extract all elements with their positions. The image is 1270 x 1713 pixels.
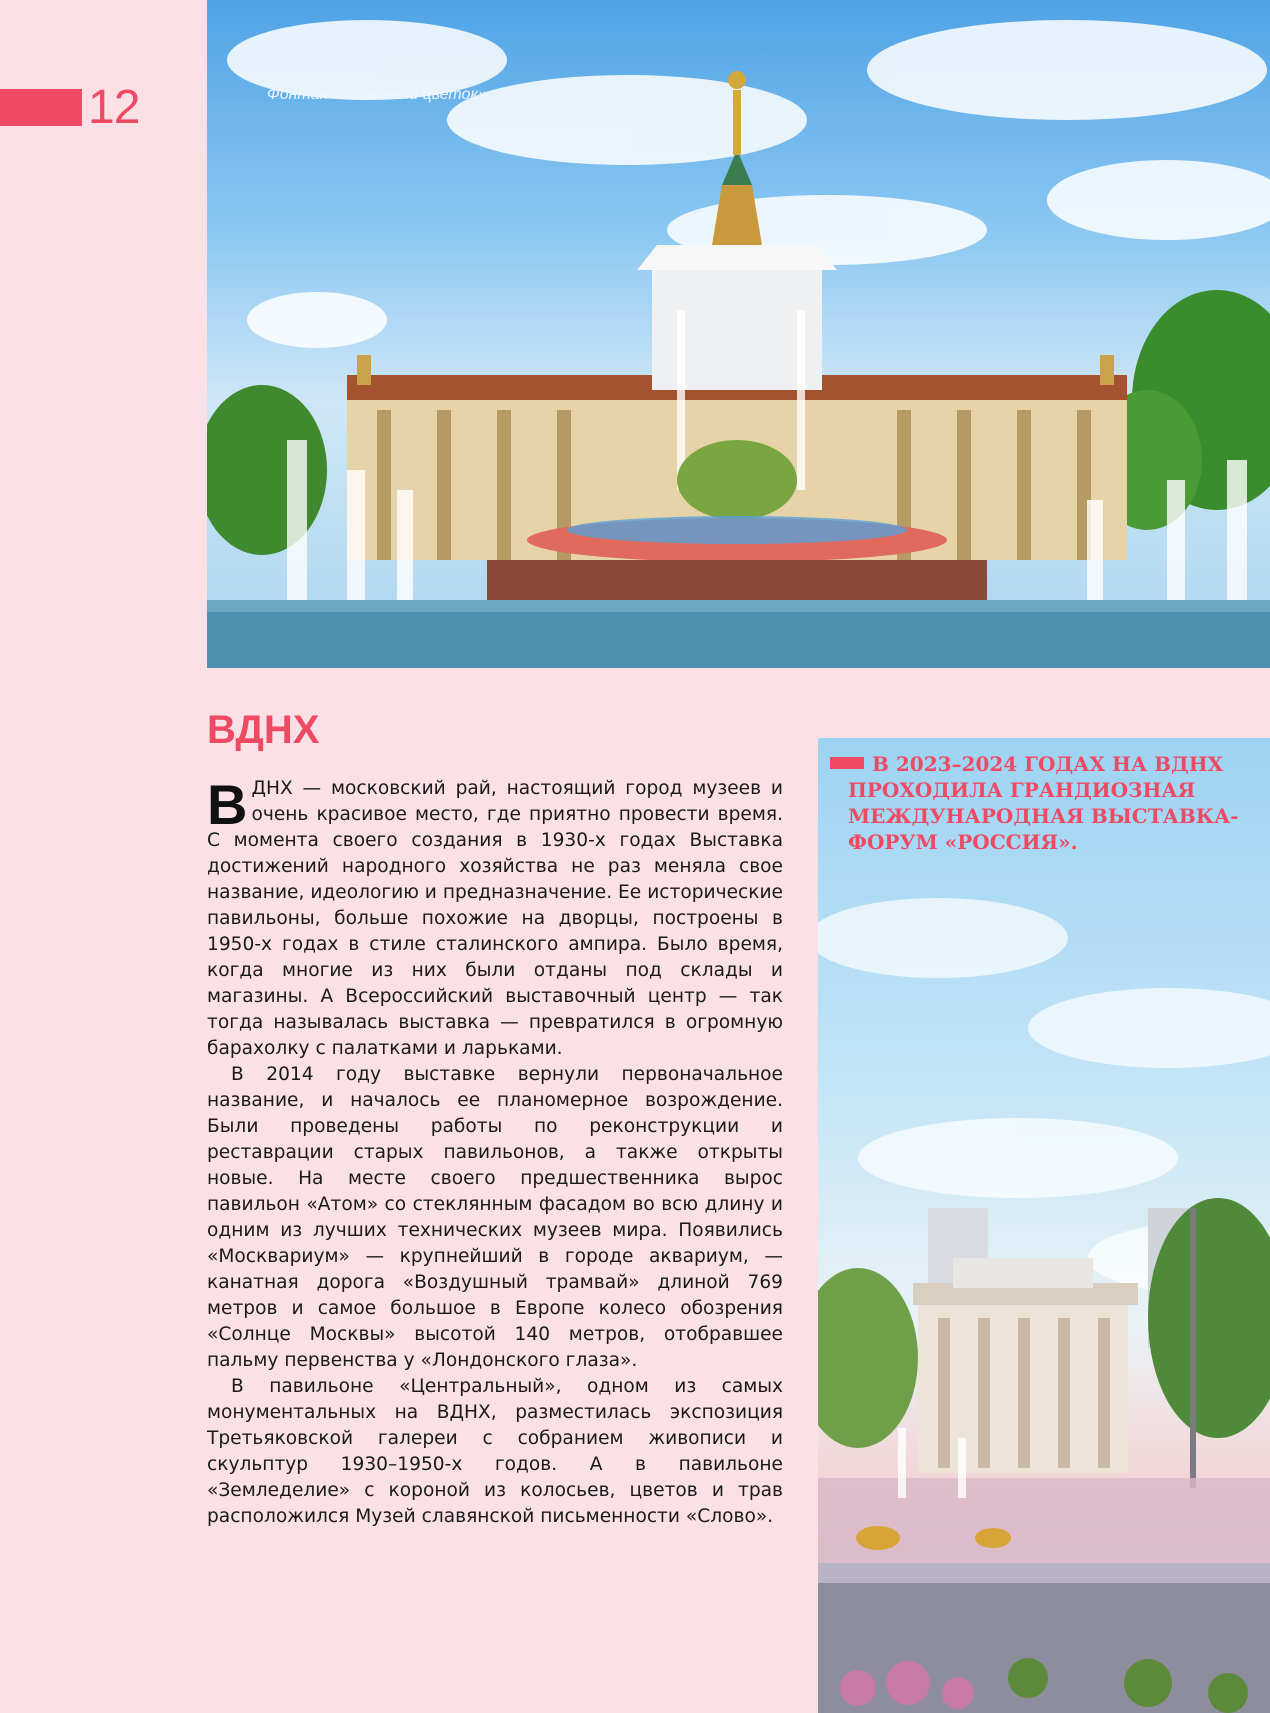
side-quote-text: В 2023–2024 ГОДАХ НА ВДНХ ПРОХОДИЛА ГРАНДИОЗНАЯ МЕЖДУНАРОДНАЯ ВЫСТАВКА-ФОРУМ «РОССИЯ». — [848, 752, 1239, 854]
paragraph-2: В 2014 году выставке вернули первоначальное название, и началось ее планомерное возрождение. Были проведены работы по реконструкции и реставрации старых павильонов, а также открыты новые. На месте своего предшественника вырос павильон «Атом» со стеклянным фасадом во всю длину и одним из лучших технических музеев мира. Появились «Москвариум» — крупнейший в городе аквариум, — канатная дорога «Воздушный трамвай» длиной 769 метров и самое большое в Европе колесо обозрения «Солнце Москвы» высотой 140 метров, отобравшее пальму первенства у «Лондонского глаза». — [207, 1064, 783, 1371]
quote-bar — [830, 757, 864, 769]
drop-cap: В — [207, 773, 248, 836]
article-body — [207, 773, 783, 1530]
fountain-photo — [207, 0, 1270, 668]
paragraph-3: В павильоне «Центральный», одном из самых монументальных на ВДНХ, разместилась экспозиция Третьяковской галереи с собранием живописи и скульптур 1930–1950-х годов. А в павильоне «Земледелие» с короной из колосьев, цветов и трав расположился Музей славянской письменности «Слово». — [207, 1376, 783, 1527]
side-quote — [848, 751, 1248, 855]
photo-caption: Фонтан «Каменный цветок» — [267, 86, 487, 103]
page-number: 12 — [88, 81, 140, 134]
article-title: ВДНХ — [207, 708, 320, 752]
pavilion-illustration — [818, 738, 1270, 1713]
paragraph-1-text: ДНХ — московский рай, настоящий город музеев и очень красивое место, где приятно провести время. С момента своего создания в 1930-х годах Выставка достижений народного хозяйства не раз меняла свое название, идеологию и предназначение. Ее исторические павильоны, больше похожие на дворцы, построены в 1950-х годах в стиле сталинского ампира. Было время, когда многие из них были отданы под склады и магазины. А Всероссийский выставочный центр — так тогда называлась выставка — превратился в огромную барахолку с палатками и ларьками. — [207, 778, 783, 1059]
pavilion-photo — [818, 738, 1270, 1713]
page-number-bar — [0, 89, 82, 126]
paragraph-1 — [207, 773, 783, 1062]
